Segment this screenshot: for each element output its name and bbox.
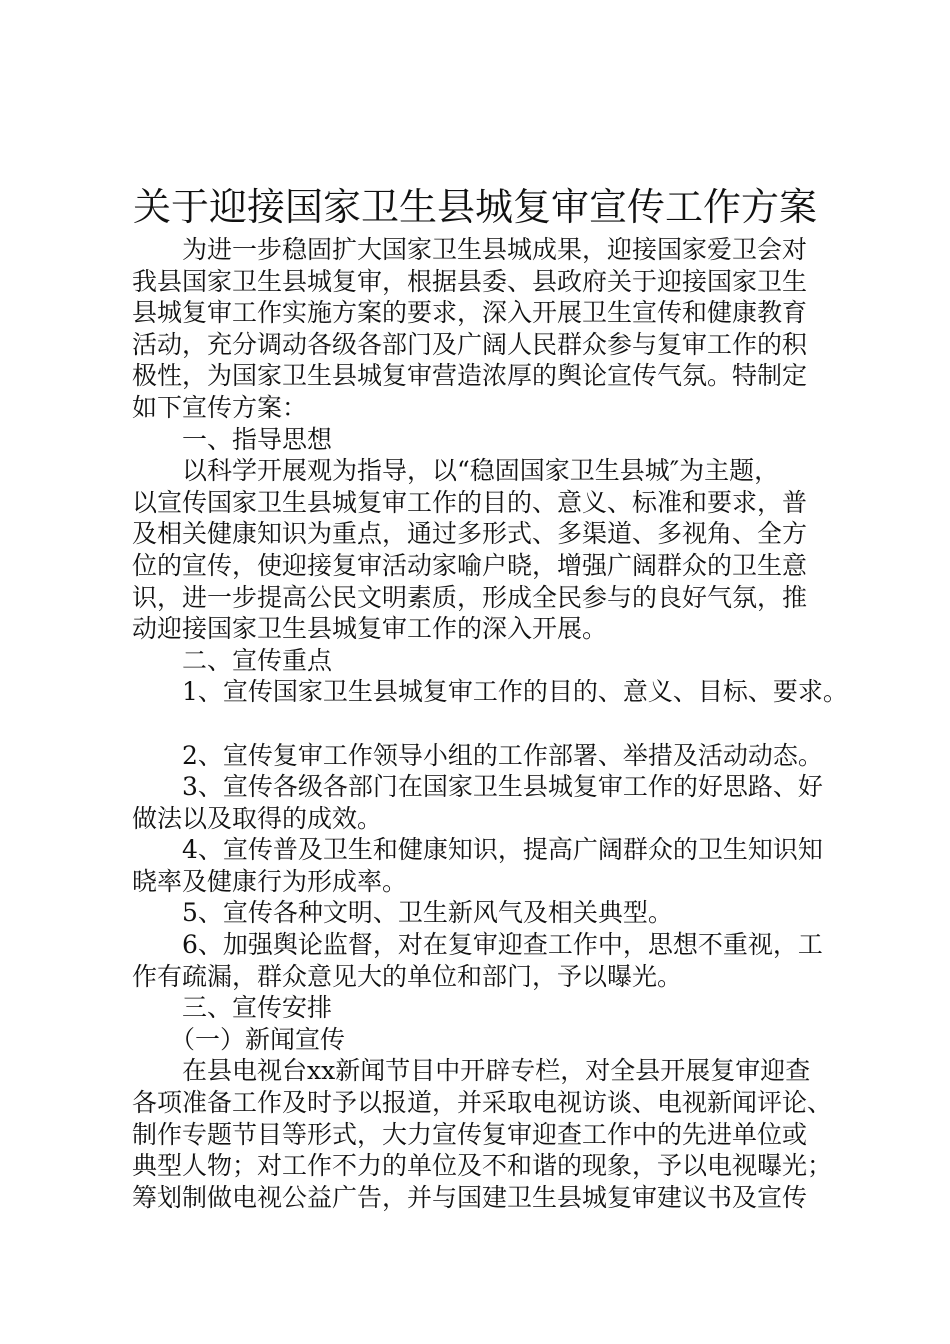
- list-item: 1、宣传国家卫生县城复审工作的目的、意义、目标、要求。: [182, 677, 848, 707]
- list-item: 4、宣传普及卫生和健康知识，提高广阔群众的卫生知识知: [182, 835, 823, 865]
- list-item: 5、宣传各种文明、卫生新风气及相关典型。: [182, 898, 673, 928]
- paragraph-line: 以科学开展观为指导，以“稳固国家卫生县城″为主题，: [182, 456, 780, 486]
- paragraph-line: 为进一步稳固扩大国家卫生县城成果，迎接国家爱卫会对: [182, 235, 808, 264]
- blank-line: [132, 708, 830, 740]
- paragraph-line: 识，进一步提高公民文明素质，形成全民参与的良好气氛，推: [132, 582, 808, 612]
- paragraph-line: 我县国家卫生县城复审，根据县委、县政府关于迎接国家卫生: [132, 266, 808, 296]
- paragraph-line: 动迎接国家卫生县城复审工作的深入开展。: [132, 614, 608, 644]
- paragraph-line: 制作专题节目等形式，大力宣传复审迎查工作中的先进单位或: [132, 1119, 808, 1149]
- paragraph-line: 典型人物；对工作不力的单位及不和谐的现象，予以电视曝光；: [132, 1151, 833, 1181]
- paragraph-line: 作有疏漏，群众意见大的单位和部门，予以曝光。: [132, 961, 683, 991]
- section-heading: 二、宣传重点: [182, 645, 333, 675]
- paragraph-line: 如下宣传方案：: [132, 392, 308, 422]
- section-heading: 一、指导思想: [182, 424, 333, 454]
- paragraph-line: 及相关健康知识为重点，通过多形式、多渠道、多视角、全方: [132, 519, 808, 549]
- paragraph-line: 以宣传国家卫生县城复审工作的目的、意义、标准和要求，普: [132, 487, 808, 517]
- list-item: 6、加强舆论监督，对在复审迎查工作中，思想不重视，工: [182, 930, 823, 960]
- paragraph-line: 在县电视台xx新闻节目中开辟专栏，对全县开展复审迎查: [182, 1056, 811, 1086]
- paragraph-line: 做法以及取得的成效。: [132, 803, 383, 833]
- list-item: 2、宣传复审工作领导小组的工作部署、举措及活动动态。: [182, 740, 823, 770]
- paragraph-line: 晓率及健康行为形成率。: [132, 866, 408, 896]
- document-title: 关于迎接国家卫生县城复审宣传工作方案: [132, 185, 817, 229]
- paragraph-line: 各项准备工作及时予以报道，并采取电视访谈、电视新闻评论、: [132, 1088, 833, 1118]
- paragraph-line: 县城复审工作实施方案的要求，深入开展卫生宣传和健康教育: [132, 298, 808, 328]
- paragraph-line: 位的宣传，使迎接复审活动家喻户晓，增强广阔群众的卫生意: [132, 550, 808, 580]
- section-heading: 三、宣传安排: [182, 993, 333, 1023]
- subsection-heading: （一）新闻宣传: [170, 1024, 346, 1054]
- paragraph-line: 极性，为国家卫生县城复审营造浓厚的舆论宣传气氛。特制定: [132, 361, 808, 391]
- paragraph-line: 筹划制做电视公益广告，并与国建卫生县城复审建议书及宣传: [132, 1182, 808, 1212]
- paragraph-line: 活动，充分调动各级各部门及广阔人民群众参与复审工作的积: [132, 329, 808, 359]
- document-body: [132, 234, 848, 1213]
- list-item: 3、宣传各级各部门在国家卫生县城复审工作的好思路、好: [182, 772, 823, 802]
